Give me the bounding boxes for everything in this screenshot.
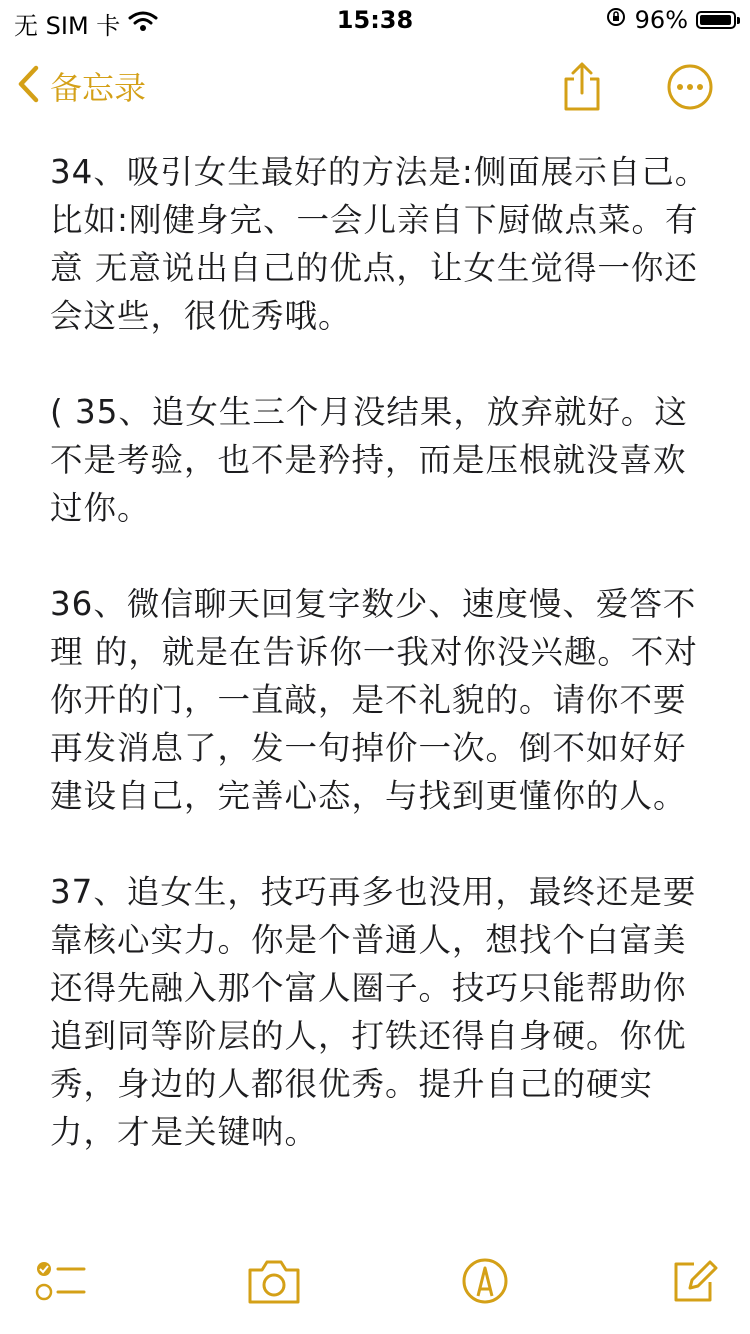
share-button[interactable] bbox=[560, 61, 604, 117]
note-paragraph-35: ( 35、追女生三个月没结果，放弃就好。这不是考验，也不是矜持，而是压根就没喜欢过你。 bbox=[50, 393, 688, 527]
camera-button[interactable] bbox=[246, 1256, 302, 1310]
markup-button[interactable] bbox=[460, 1256, 510, 1310]
more-icon bbox=[666, 96, 714, 115]
note-paragraph-36: 36、微信聊天回复字数少、速度慢、爱答不理 的，就是在告诉你一我对你没兴趣。不对你开的门，一直敲，是不礼貌的。请你不要再发消息了，发一句掉价一次。倒不如好好建设自己，完善心态，与找到更懂你的人。 bbox=[50, 585, 698, 815]
camera-icon bbox=[246, 1291, 302, 1310]
checklist-icon bbox=[34, 1291, 88, 1310]
note-paragraph-37: 37、追女生，技巧再多也没用，最终还是要靠核心实力。你是个普通人，想找个白富美还得先融入那个富人圈子。技巧只能帮助你追到同等阶层的人，打铁还得自身硬。你优秀，身边的人都很优秀。提升自己的硬实力，才是关键呐。 bbox=[50, 873, 697, 1151]
chevron-left-icon bbox=[16, 64, 40, 108]
share-icon bbox=[560, 98, 604, 117]
more-button[interactable] bbox=[666, 63, 714, 115]
battery-percent: 96% bbox=[634, 6, 688, 34]
status-time: 15:38 bbox=[336, 6, 414, 34]
note-body[interactable] bbox=[50, 148, 710, 1204]
note-paragraph-34: 34、吸引女生最好的方法是:侧面展示自己。比如:刚健身完、一会儿亲自下厨做点菜。有意 无意说出自己的优点，让女生觉得一你还 会这些，很优秀哦。 bbox=[50, 153, 710, 335]
checklist-button[interactable] bbox=[34, 1256, 88, 1310]
compose-button[interactable] bbox=[670, 1256, 718, 1310]
status-right bbox=[605, 6, 736, 34]
back-label: 备忘录 bbox=[50, 69, 147, 107]
compose-icon bbox=[670, 1291, 718, 1310]
nav-bar bbox=[0, 55, 750, 115]
battery-icon bbox=[696, 11, 736, 29]
status-bar bbox=[0, 0, 750, 40]
back-button[interactable] bbox=[16, 63, 146, 109]
battery-fill bbox=[700, 15, 731, 25]
markup-pen-icon bbox=[460, 1291, 510, 1310]
bottom-toolbar bbox=[0, 1244, 750, 1334]
carrier-label: 无 SIM 卡 bbox=[14, 12, 121, 40]
orientation-lock-icon bbox=[605, 6, 627, 34]
